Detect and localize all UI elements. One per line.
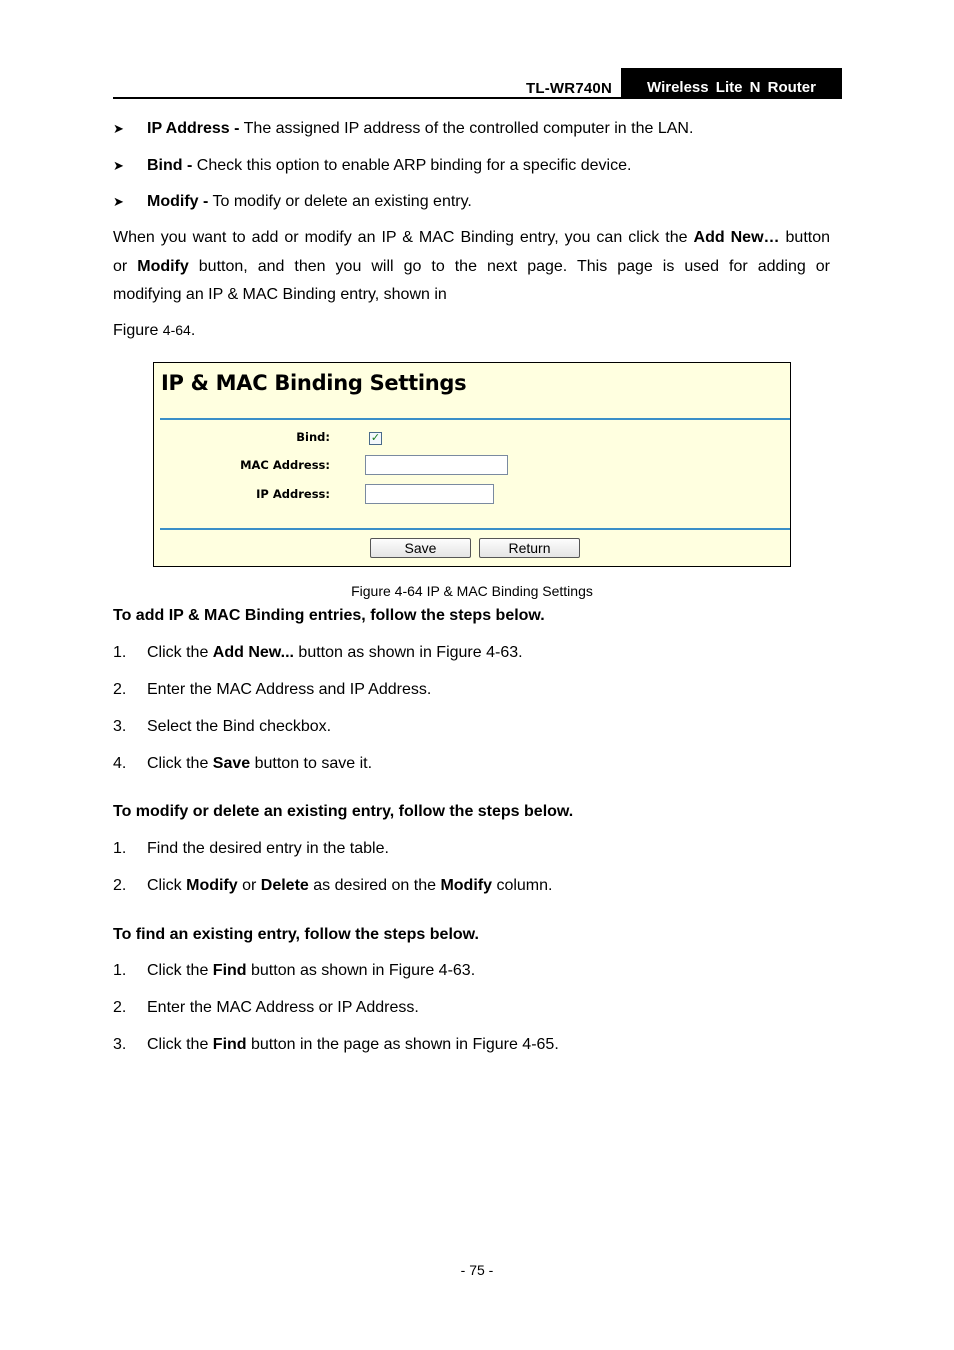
bind-label: Bind: <box>296 430 330 444</box>
page-number: - 75 - <box>460 1262 494 1278</box>
section-modify-heading: To modify or delete an existing entry, follow the steps below. <box>113 803 574 820</box>
bullet-text: Check this option to enable ARP binding for a specific device. <box>192 157 632 174</box>
bullet-term: IP Address - <box>147 120 240 137</box>
header-product-box: Wireless Lite N Router <box>621 68 842 99</box>
figure-top-rule <box>160 418 790 420</box>
mac-address-input[interactable] <box>365 455 508 475</box>
figure-reference: Figure 4-64. <box>113 322 196 339</box>
ip-address-label: IP Address: <box>256 487 330 501</box>
ip-mac-binding-figure <box>153 362 791 567</box>
bullet-term: Modify - <box>147 193 209 210</box>
arrow-bullet-icon: ➤ <box>113 194 124 209</box>
section-add-heading: To add IP & MAC Binding entries, follow the steps below. <box>113 607 545 624</box>
bullet-term: Bind - <box>147 157 193 174</box>
figure-bottom-rule <box>160 528 790 530</box>
return-button[interactable]: Return <box>479 538 580 558</box>
arrow-bullet-icon: ➤ <box>113 158 124 173</box>
figure-title: IP & MAC Binding Settings <box>161 371 467 395</box>
section-find-heading: To find an existing entry, follow the steps below. <box>113 926 479 943</box>
bind-checkbox[interactable] <box>369 432 382 445</box>
figure-caption: Figure 4-64 IP & MAC Binding Settings <box>351 583 593 599</box>
save-button[interactable]: Save <box>370 538 471 558</box>
ip-address-input[interactable] <box>365 484 494 504</box>
header-model: TL-WR740N <box>526 80 612 97</box>
header-rule <box>113 97 842 99</box>
bullet-text: The assigned IP address of the controlled computer in the LAN. <box>239 120 694 137</box>
check-icon: ✓ <box>370 432 381 444</box>
arrow-bullet-icon: ➤ <box>113 121 124 136</box>
intro-paragraph: When you want to add or modify an IP & MAC Binding entry, you can click the Add New… button or Modify button, and then you will go to the next page. This page is used for adding or modifying an IP & MAC Binding entry, shown in <box>113 229 831 303</box>
mac-address-label: MAC Address: <box>240 458 330 472</box>
page-header <box>113 68 842 100</box>
bullet-text: To modify or delete an existing entry. <box>208 193 472 210</box>
